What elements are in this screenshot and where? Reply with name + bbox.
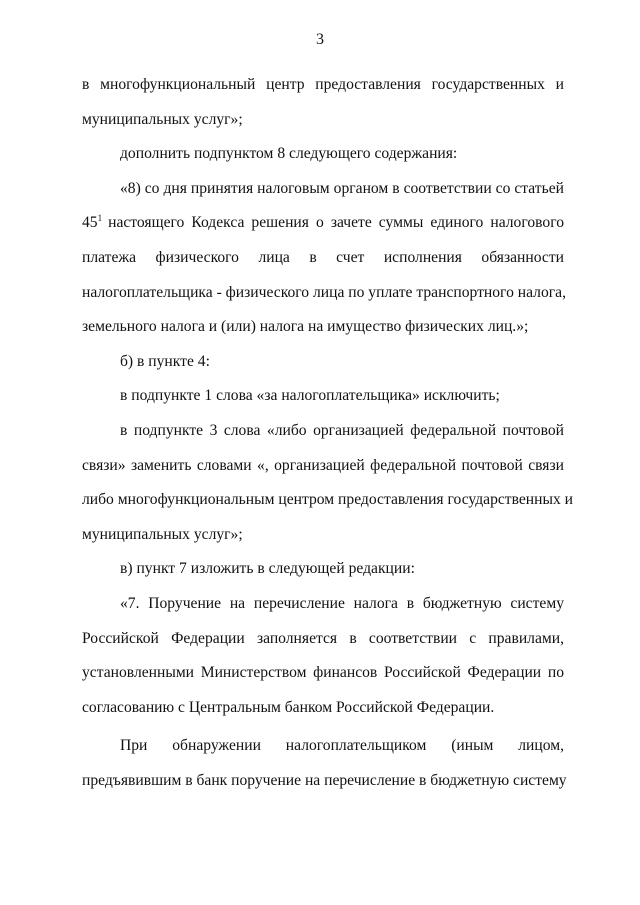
text-line-12: связи» заменить словами «, организацией федеральной почтовой связи — [82, 456, 564, 474]
text-line-20: При обнаружении налогоплательщиком (иным лицом, — [120, 737, 564, 755]
text-line-21: предъявившим в банк поручение на перечисление в бюджетную систему — [82, 771, 567, 789]
text-line-5-rest: настоящего Кодекса решения о зачете суммы единого налогового — [108, 214, 564, 232]
text-line-13: либо многофункциональным центром предоставления государственных и — [82, 491, 574, 509]
text-line-3: дополнить подпунктом 8 следующего содержания: — [120, 145, 458, 163]
article-superscript: 1 — [97, 213, 103, 224]
text-line-8: земельного налога и (или) налога на имущество физических лиц.»; — [82, 318, 529, 336]
text-line-15: в) пункт 7 изложить в следующей редакции: — [120, 560, 415, 578]
text-line-4: «8) со дня принятия налоговым органом в соответствии со статьей — [120, 179, 564, 197]
text-line-11: в подпункте 3 слова «либо организацией федеральной почтовой — [120, 421, 564, 439]
article-number: 45 — [82, 214, 98, 232]
text-line-2: муниципальных услуг»; — [82, 110, 243, 128]
text-line-9: б) в пункте 4: — [120, 352, 210, 370]
text-line-5 — [82, 206, 564, 241]
text-line-6: платежа физического лица в счет исполнения обязанности — [82, 248, 564, 266]
article-reference — [82, 206, 102, 241]
text-line-18: установленными Министерством финансов Российской Федерации по — [82, 664, 564, 682]
text-line-10: в подпункте 1 слова «за налогоплательщика» исключить; — [120, 387, 500, 405]
text-line-14: муниципальных услуг»; — [82, 525, 243, 543]
page-number: 3 — [316, 31, 324, 48]
text-line-19: согласованию с Центральным банком Российской Федерации. — [82, 698, 495, 716]
text-line-17: Российской Федерации заполняется в соответствии с правилами, — [82, 629, 564, 647]
text-line-16: «7. Поручение на перечисление налога в бюджетную систему — [120, 594, 564, 612]
text-line-1: в многофункциональный центр предоставления государственных и — [82, 76, 564, 93]
text-line-7: налогоплательщика - физического лица по уплате транспортного налога, — [82, 283, 566, 301]
document-body — [82, 68, 574, 798]
